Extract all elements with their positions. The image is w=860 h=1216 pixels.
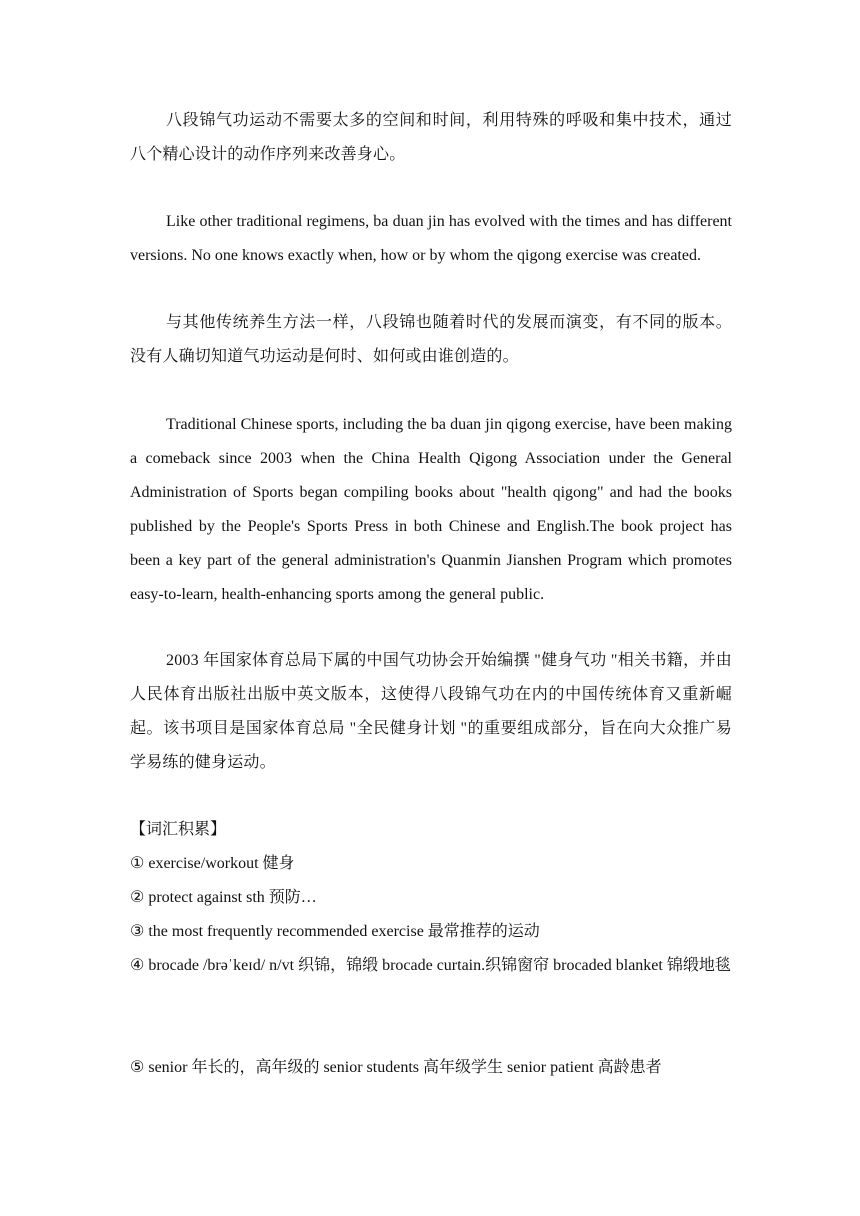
vocabulary-item-4: ④ brocade /brəˈkeɪd/ n/vt 织锦，锦缎 brocade curtain.织锦窗帘 brocaded blanket 锦缎地毯	[130, 957, 731, 974]
paragraph-english-2: Like other traditional regimens, ba duan jin has evolved with the times and has different versions. No one knows exactly when, how or by whom the qigong exercise was created.	[130, 213, 732, 264]
vocabulary-item-5: ⑤ senior 年长的，高年级的 senior students 高年级学生 senior patient 高龄患者	[130, 1059, 662, 1076]
vocabulary-item-3: ③ the most frequently recommended exercise 最常推荐的运动	[130, 923, 540, 940]
vocabulary-item-2: ② protect against sth 预防…	[130, 889, 317, 906]
paragraph-chinese-2: 与其他传统养生方法一样，八段锦也随着时代的发展而演变，有不同的版本。没有人确切知道气功运动是何时、如何或由谁创造的。	[130, 314, 732, 365]
vocabulary-item-1: ① exercise/workout 健身	[130, 855, 295, 872]
paragraph-chinese-3: 2003 年国家体育总局下属的中国气功协会开始编撰 "健身气功 "相关书籍，并由人民体育出版社出版中英文版本，这使得八段锦气功在内的中国传统体育又重新崛起。该书项目是国家体育总局 "全民健身计划 "的重要组成部分，旨在向大众推广易学易练的健身运动。	[130, 652, 732, 771]
vocabulary-heading: 【词汇积累】	[130, 821, 227, 838]
paragraph-chinese-1: 八段锦气功运动不需要太多的空间和时间，利用特殊的呼吸和集中技术，通过八个精心设计的动作序列来改善身心。	[130, 112, 732, 163]
paragraph-english-3: Traditional Chinese sports, including the ba duan jin qigong exercise, have been making a comeback since 2003 when the China Health Qigong Association under the General Administration of Sports began compiling books about "health qigong" and had the books published by the People's Sports Press in both Chinese and English.The book project has been a key part of the general administration's Quanmin Jianshen Program which promotes easy-to-learn, health-enhancing sports among the general public.	[130, 416, 732, 603]
